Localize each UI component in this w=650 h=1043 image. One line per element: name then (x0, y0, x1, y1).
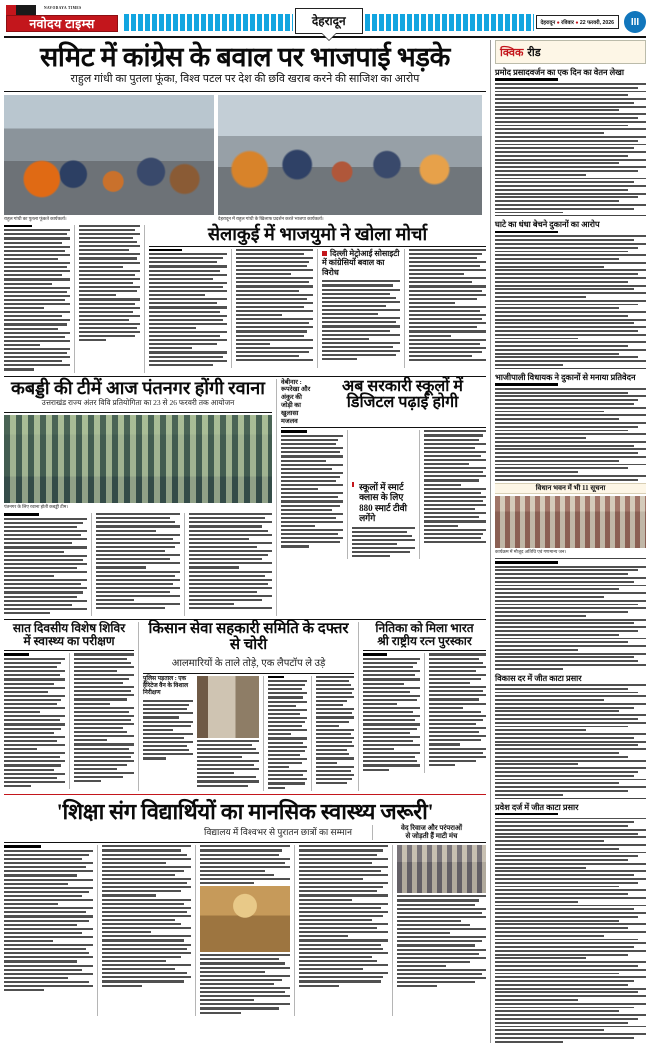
sidebar-item-2-body (495, 231, 646, 366)
edition-roundel: III (624, 11, 646, 33)
dateline-lead-7 (363, 653, 387, 655)
section-rule-red (4, 794, 486, 796)
sidebar-rule-2 (495, 368, 646, 369)
sidebar-item-1[interactable] (495, 66, 646, 213)
sidebar-photo (495, 496, 646, 548)
sidebar-mini-head: विधान भवन में भी 11 सूचना (535, 483, 606, 492)
education-award-col (392, 845, 486, 1015)
kabaddi-photo-caption: पंतनगर के लिए रवाना होती कबड्डी टीम। (4, 504, 69, 510)
sidebar-item-4-body-2 (495, 684, 646, 796)
sidebar-item-3-body (495, 383, 646, 480)
story-nitika (358, 622, 486, 791)
selaqui-headline: सेलाकुई में भाजयुमो ने खोला मोर्चा (207, 223, 428, 244)
education-body-col-1 (4, 845, 93, 1015)
logo-subtitle: NAVODAYA TIMES (44, 6, 82, 10)
sidebar-item-5[interactable] (495, 801, 646, 1043)
lead-body-col-2 (74, 225, 140, 373)
selaqui-kicker-text: दिल्ली मेट्रोआई सोसाइटी में कांग्रेसियों बवाल का विरोध (322, 248, 400, 277)
sidebar-quick-read (490, 40, 646, 1043)
nitika-body-col-2 (424, 653, 486, 772)
bullet-icon-2 (352, 482, 354, 487)
nitika-headline-line2: श्री राष्ट्रीय रत्न पुरस्कार (377, 634, 472, 649)
dateline-lead-3 (4, 513, 39, 515)
masthead (4, 0, 646, 34)
dateline-lead-1 (4, 225, 32, 227)
kabaddi-rule (4, 412, 272, 413)
sidebar-mini-band (495, 483, 646, 495)
digital-rule (281, 427, 486, 428)
digital-body-col-1 (281, 430, 343, 559)
dateline-day: रविवार (561, 20, 574, 26)
dateline-date: 22 फरवरी, 2026 (579, 20, 614, 26)
kabaddi-body-col-2 (91, 513, 179, 616)
lead-headline: समिट में कांग्रेस के बवाल पर भाजपाई भड़के (39, 42, 451, 72)
sidebar-rule-1 (495, 215, 646, 216)
theft-body-col-2 (311, 676, 355, 791)
shivir-body-col-1 (4, 653, 65, 789)
dateline-lead-s5 (495, 813, 558, 815)
digital-kicker: वेबीनार : रूपरेखा और अंकुर की जोड़ी का खुलासा मजलव (281, 378, 311, 425)
lead-photo-left (4, 95, 214, 215)
lead-rule (4, 91, 486, 92)
sidebar-rule-3 (495, 558, 646, 559)
sidebar-item-3[interactable] (495, 371, 646, 481)
logo-title: नवोदय टाइम्स (6, 15, 118, 32)
digital-bullet-col (347, 430, 414, 559)
dateline-lead-2 (149, 249, 182, 251)
education-body-col-2 (97, 845, 191, 1015)
bullet-icon (322, 251, 327, 256)
selaqui-body-col-3 (404, 249, 487, 368)
sidebar-item-4[interactable] (495, 561, 646, 795)
education-headline: 'शिक्षा संग विद्यार्थियों का मानसिक स्वास्थ्य जरूरी' (56, 799, 434, 825)
kabaddi-body-col-1 (4, 513, 87, 616)
lead-story (4, 40, 486, 223)
theft-subhead: आलमारियों के ताले तोड़े, एक लैपटॉप ले उड़े (171, 657, 326, 669)
content-area (4, 40, 646, 1043)
lead-photo-right (218, 95, 482, 215)
sidebar-item-3-title: भाजीपाली विधायक ने दुकानों से मनाया प्रतिवेदन (495, 372, 636, 382)
main-column (4, 40, 486, 1043)
theft-body-col-1 (263, 676, 307, 791)
selaqui-rule (149, 246, 486, 247)
sidebar-header (495, 40, 646, 64)
story-digital (276, 379, 486, 616)
education-right-kicker-line2: से जोड़ती हैं माटी मंच (405, 831, 458, 840)
digital-bullet-note: स्कूलों में स्मार्ट क्लास के लिए 880 स्मार्ट टीवी लगेंगे (359, 482, 408, 523)
lead-body-col-1 (4, 225, 70, 373)
education-rule (4, 842, 486, 843)
kabaddi-photo (4, 415, 272, 503)
theft-rule (143, 673, 354, 674)
dateline-lead-s2 (495, 231, 558, 233)
story-education (4, 797, 486, 1015)
dateline-lead-s3 (495, 383, 558, 385)
digital-body-col-2 (419, 430, 486, 559)
sidebar-item-1-body (495, 78, 646, 213)
nitika-body-col-1 (363, 653, 420, 772)
sidebar-item-1-title: प्रमोद प्रसादवर्जन का एक दिन का वेतन लेखा (495, 68, 624, 77)
dateline-separator-2: ● (575, 20, 580, 26)
sidebar-header-read: रीड (527, 47, 541, 59)
dateline-lead-s4 (495, 561, 558, 563)
sidebar-item-2[interactable] (495, 218, 646, 365)
dateline-lead-s1 (495, 78, 558, 80)
sidebar-item-4-body (495, 561, 646, 670)
section-rule-2 (4, 619, 486, 620)
dateline-lead-8 (4, 845, 41, 847)
dateline-lead-4 (281, 430, 307, 432)
education-award-photo (397, 845, 486, 893)
selaqui-body-col-2 (231, 249, 314, 368)
education-subhead: विद्यालय में विश्वभर से पुरातन छात्रों का सम्मान (204, 827, 352, 838)
dateline-lead-6 (268, 676, 284, 678)
education-photo (200, 886, 289, 952)
kabaddi-body-col-3 (184, 513, 272, 616)
kabaddi-subhead: उत्तराखंड राज्य अंतर विवि प्रतियोगिता का 23 से 26 फरवरी तक आयोजन (41, 398, 235, 408)
shivir-rule (4, 650, 134, 651)
story-selaqui (144, 225, 486, 373)
theft-kicker: पुलिस पड़ताल : एक हैरिटेज वैन के विशाल निरीक्षण (143, 675, 189, 696)
selaqui-kicker (322, 249, 400, 278)
sidebar-item-5-title: प्रवेश दर्ज में जीत काटा प्रसार (495, 802, 579, 812)
sidebar-header-quick: क्विक (500, 47, 524, 59)
dateline (536, 15, 619, 29)
shivir-headline-line2: में स्वास्थ्य का परीक्षण (23, 634, 115, 649)
selaqui-body-col-1 (149, 249, 227, 368)
section-rule-1 (4, 376, 486, 377)
lead-photo-right-caption: देहरादून में राहुल गांधी के खिलाफ प्रदर्शन करते भाजपा कार्यकर्ता। (218, 215, 324, 221)
nitika-headline-line1: नितिका को मिला भारत (375, 621, 474, 636)
stripe-divider-right (365, 14, 534, 31)
education-right-kicker-line1: वेद रिवाज और परंपराओं (400, 823, 463, 832)
stripe-divider-left (124, 14, 293, 31)
education-photo-col (195, 845, 289, 1015)
story-shivir (4, 622, 134, 791)
sidebar-item-2-title: घाटे का धंधा बेचने दुकानों का आरोप (495, 220, 600, 230)
dateline-lead-5 (4, 653, 29, 655)
dateline-separator-1: ● (556, 20, 562, 26)
sidebar-item-5-body (495, 813, 646, 1043)
shivir-headline-line1: सात दिवसीय विशेष शिविर (12, 621, 126, 636)
nitika-rule (363, 650, 486, 651)
newspaper-logo[interactable] (4, 5, 122, 33)
theft-photo (197, 676, 259, 738)
city-badge (295, 8, 363, 34)
shivir-body-col-2 (69, 653, 135, 789)
kabaddi-headline: कबड्डी की टीमें आज पंतनगर होंगी रवाना (11, 377, 265, 398)
lead-photo-left-caption: राहुल गांधी का पुतला फूंकते कार्यकर्ता। (4, 215, 67, 221)
sidebar-photo-caption: कार्यक्रम में मौजूद अतिथि एवं गणमान्य जन। (495, 549, 567, 555)
sidebar-rule-4 (495, 798, 646, 799)
lead-subhead: राहुल गांधी का पुतला फूंका, विश्व पटल पर देश की छवि खराब करने की साजिश का आरोप (70, 73, 420, 86)
story-theft (138, 622, 354, 791)
city-badge-label: देहरादून (311, 14, 346, 28)
story-kabaddi (4, 379, 272, 616)
theft-headline: किसान सेवा सहकारी समिति के दफ्तर से चोरी (148, 621, 349, 653)
sidebar-item-4-title: विकास दर में जीत काटा प्रसार (495, 673, 582, 683)
digital-headline-line2: डिजिटल पढ़ाई होगी (346, 394, 459, 412)
digital-headline-line1: अब सरकारी स्कूलों में (342, 377, 463, 395)
dateline-city: देहरादून (540, 20, 556, 26)
education-body-col-3 (294, 845, 388, 1015)
selaqui-kicker-col (317, 249, 400, 368)
